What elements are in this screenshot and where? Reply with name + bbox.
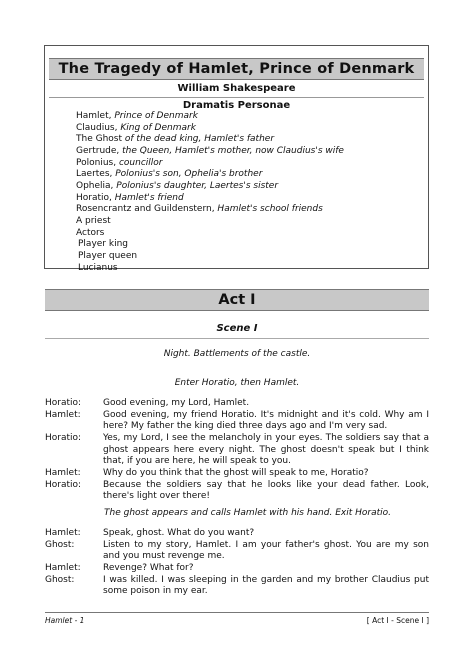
- dialogue-line: [45, 398, 429, 410]
- list-item: Laertes, Polonius's son, Ophelia's brother: [76, 169, 263, 180]
- dialogue-line: [45, 563, 429, 575]
- footer-divider: [45, 612, 429, 613]
- dialogue-block: [45, 528, 429, 598]
- speaker: Hamlet:: [45, 467, 81, 478]
- play-title: The Tragedy of Hamlet, Prince of Denmark: [49, 58, 424, 80]
- speaker: Ghost:: [45, 574, 75, 585]
- speaker: Horatio:: [45, 398, 82, 408]
- list-item: Ophelia, Polonius's daughter, Laertes's sister: [76, 180, 279, 191]
- speech: Good evening, my friend Horatio. It's midnight and it's cold. Why am I here? My father the king died three days ago and I'm very sad.: [103, 409, 429, 432]
- title-box: [44, 45, 429, 273]
- scene-title: Scene I: [216, 323, 258, 334]
- list-item: The Ghost of the dead king, Hamlet's father: [76, 134, 275, 145]
- personae-heading: Dramatis Personae: [182, 100, 291, 111]
- speaker: Hamlet:: [45, 409, 81, 420]
- list-item: Actors: [76, 227, 105, 238]
- list-item: Player king: [78, 239, 128, 250]
- stage-direction-enter: Enter Horatio, then Hamlet.: [174, 378, 300, 388]
- speech: Good evening, my Lord, Hamlet.: [103, 398, 250, 408]
- footer-page-label: Hamlet - 1: [45, 616, 85, 625]
- stage-direction-setting: Night. Battlements of the castle.: [163, 349, 311, 359]
- dialogue-line: [45, 540, 429, 563]
- list-item: Horatio, Hamlet's friend: [76, 192, 184, 203]
- speech: Listen to my story, Hamlet. I am your father's ghost. You are my son and you must revenge me.: [103, 539, 429, 562]
- speech: I was killed. I was sleeping in the garden and my brother Claudius put some poison in my ear.: [103, 574, 429, 597]
- dialogue-line: [45, 468, 429, 480]
- list-item: Rosencrantz and Guildenstern, Hamlet's school friends: [76, 204, 323, 215]
- dialogue-line: [45, 528, 429, 540]
- list-item: A priest: [76, 215, 111, 226]
- dialogue-line: [45, 480, 429, 503]
- dialogue-line: [45, 575, 429, 598]
- speech: Revenge? What for?: [103, 562, 194, 573]
- speaker: Horatio:: [45, 432, 82, 443]
- speaker: Hamlet:: [45, 562, 81, 573]
- list-item: Hamlet, Prince of Denmark: [76, 111, 198, 121]
- list-item: Player queen: [78, 250, 138, 261]
- speech: Because the soldiers say that he looks like your dead father. Look, there's light over there!: [103, 479, 429, 502]
- author-name: William Shakespeare: [177, 83, 296, 94]
- act-title: Act I: [45, 289, 429, 311]
- list-item: Claudius, King of Denmark: [76, 122, 196, 133]
- speaker: Ghost:: [45, 539, 75, 550]
- divider: [49, 97, 424, 98]
- speech: Speak, ghost. What do you want?: [103, 528, 255, 538]
- speech: Why do you think that the ghost will speak to me, Horatio?: [103, 467, 369, 478]
- list-item: Lucianus: [78, 262, 118, 273]
- stage-direction-ghost: The ghost appears and calls Hamlet with his hand. Exit Horatio.: [104, 508, 391, 518]
- dialogue-line: [45, 433, 429, 468]
- footer-section-label: [ Act I - Scene I ]: [366, 616, 429, 625]
- dialogue-line: [45, 410, 429, 433]
- divider: [45, 338, 429, 339]
- list-item: Gertrude, the Queen, Hamlet's mother, now Claudius's wife: [76, 145, 344, 156]
- dialogue-block: [45, 398, 429, 503]
- speaker: Horatio:: [45, 479, 82, 490]
- speaker: Hamlet:: [45, 528, 81, 538]
- list-item: Polonius, councillor: [76, 157, 163, 168]
- speech: Yes, my Lord, I see the melancholy in your eyes. The soldiers say that a ghost appears here every night. The ghost doesn't speak but I think that, if you are here, he will speak to you.: [103, 432, 429, 467]
- personae-list: [76, 111, 416, 274]
